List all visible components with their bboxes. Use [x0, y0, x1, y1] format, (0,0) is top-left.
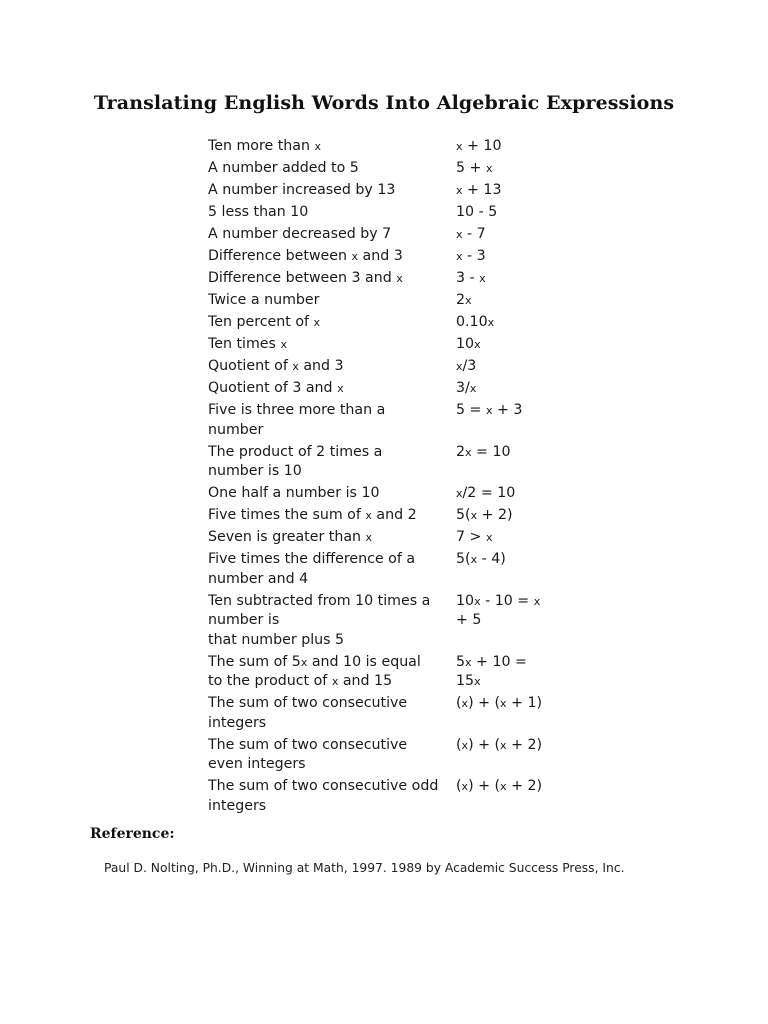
table-row: [208, 159, 568, 179]
english-phrase-line: A number added to 5: [208, 160, 359, 176]
english-phrase-line: Five times the sum of x and 2: [208, 507, 417, 523]
english-phrase: [208, 694, 456, 733]
table-row: [208, 528, 568, 548]
algebraic-expression-line: + 5: [456, 612, 482, 628]
algebraic-expression: [456, 443, 556, 482]
algebraic-expression: [456, 247, 556, 267]
english-phrase: [208, 443, 456, 482]
algebraic-expression-line: 5(x - 4): [456, 551, 506, 567]
algebraic-expression: [456, 335, 556, 355]
algebraic-expression: [456, 550, 556, 589]
expression-table: [208, 137, 568, 819]
algebraic-expression: [456, 159, 556, 179]
algebraic-expression: [456, 357, 556, 377]
english-phrase: [208, 247, 456, 267]
english-phrase: [208, 225, 456, 245]
algebraic-expression: [456, 313, 556, 333]
english-phrase-line: One half a number is 10: [208, 485, 380, 501]
english-phrase-line: The sum of 5x and 10 is equal: [208, 653, 421, 670]
algebraic-expression-line: 2x: [456, 292, 472, 308]
english-phrase-line: that number plus 5: [208, 631, 345, 648]
algebraic-expression-line: x + 13: [456, 182, 502, 198]
algebraic-expression: [456, 269, 556, 289]
algebraic-expression-line: x - 7: [456, 226, 486, 242]
algebraic-expression-line: x/2 = 10: [456, 485, 516, 501]
algebraic-expression-line: x + 10: [456, 138, 502, 154]
algebraic-expression: [456, 137, 556, 157]
english-phrase: [208, 653, 456, 692]
table-row: [208, 484, 568, 504]
table-row: [208, 777, 568, 816]
english-phrase-line: integers: [208, 797, 267, 814]
english-phrase: [208, 291, 456, 311]
english-phrase-line: Quotient of x and 3: [208, 358, 344, 374]
english-phrase-line: Ten times x: [208, 336, 287, 352]
algebraic-expression: [456, 506, 556, 526]
algebraic-expression: [456, 379, 556, 399]
algebraic-expression-line: 3/x: [456, 380, 477, 396]
algebraic-expression: [456, 181, 556, 201]
english-phrase-line: Ten subtracted from 10 times a: [208, 592, 431, 609]
algebraic-expression-line: 10 - 5: [456, 204, 498, 220]
english-phrase: [208, 335, 456, 355]
english-phrase: [208, 181, 456, 201]
english-phrase-line: The sum of two consecutive odd: [208, 778, 439, 794]
table-row: [208, 736, 568, 775]
english-phrase: [208, 592, 456, 651]
english-phrase-line: to the product of x and 15: [208, 673, 393, 689]
english-phrase: [208, 736, 456, 775]
table-row: [208, 357, 568, 377]
algebraic-expression: [456, 528, 556, 548]
english-phrase-line: A number decreased by 7: [208, 226, 392, 242]
algebraic-expression-line: x/3: [456, 358, 477, 374]
table-row: [208, 550, 568, 589]
english-phrase-line: number and 4: [208, 570, 309, 587]
table-row: [208, 269, 568, 289]
algebraic-expression: [456, 777, 556, 816]
table-row: [208, 401, 568, 440]
algebraic-expression-line: 0.10x: [456, 314, 495, 330]
english-phrase-line: Quotient of 3 and x: [208, 380, 344, 396]
english-phrase: [208, 506, 456, 526]
algebraic-expression-line: 10x - 10 = x: [456, 592, 541, 609]
english-phrase-line: Difference between 3 and x: [208, 270, 403, 286]
table-row: [208, 443, 568, 482]
english-phrase-line: The sum of two consecutive: [208, 736, 408, 753]
english-phrase-line: even integers: [208, 756, 306, 772]
english-phrase: [208, 137, 456, 157]
algebraic-expression: [456, 694, 556, 733]
english-phrase-line: A number increased by 13: [208, 182, 396, 198]
english-phrase: [208, 159, 456, 179]
algebraic-expression: [456, 736, 556, 775]
algebraic-expression-line: 5(x + 2): [456, 507, 513, 523]
table-row: [208, 181, 568, 201]
table-row: [208, 506, 568, 526]
algebraic-expression-line: 5x + 10 =: [456, 653, 527, 670]
english-phrase-line: The sum of two consecutive: [208, 695, 408, 711]
english-phrase-line: Ten more than x: [208, 138, 322, 154]
english-phrase: [208, 379, 456, 399]
english-phrase-line: Twice a number: [208, 292, 320, 308]
reference-heading: Reference:: [90, 826, 175, 842]
table-row: [208, 335, 568, 355]
english-phrase-line: number is 10: [208, 463, 302, 479]
english-phrase-line: Five times the difference of a: [208, 551, 416, 567]
english-phrase-line: number is: [208, 612, 280, 628]
reference-citation: Paul D. Nolting, Ph.D., Winning at Math, 1997. 1989 by Academic Success Press, Inc.: [104, 861, 625, 875]
english-phrase: [208, 401, 456, 440]
english-phrase: [208, 777, 456, 816]
table-row: [208, 225, 568, 245]
page-title: Translating English Words Into Algebraic Expressions: [93, 92, 675, 114]
english-phrase: [208, 203, 456, 223]
table-row: [208, 137, 568, 157]
english-phrase: [208, 528, 456, 548]
algebraic-expression: [456, 592, 556, 651]
english-phrase-line: Five is three more than a: [208, 402, 386, 418]
english-phrase: [208, 357, 456, 377]
table-row: [208, 653, 568, 692]
table-row: [208, 379, 568, 399]
english-phrase: [208, 313, 456, 333]
table-row: [208, 247, 568, 267]
table-row: [208, 291, 568, 311]
algebraic-expression-line: 5 = x + 3: [456, 402, 523, 418]
algebraic-expression-line: x - 3: [456, 248, 486, 264]
english-phrase-line: number: [208, 421, 264, 438]
english-phrase-line: 5 less than 10: [208, 204, 309, 220]
english-phrase: [208, 550, 456, 589]
table-row: [208, 203, 568, 223]
english-phrase-line: The product of 2 times a: [208, 443, 383, 460]
algebraic-expression: [456, 203, 556, 223]
algebraic-expression: [456, 225, 556, 245]
algebraic-expression-line: 10x: [456, 336, 481, 352]
algebraic-expression-line: 5 + x: [456, 160, 493, 176]
algebraic-expression-line: 7 > x: [456, 529, 493, 545]
table-row: [208, 313, 568, 333]
english-phrase-line: Seven is greater than x: [208, 529, 373, 545]
algebraic-expression-line: 3 - x: [456, 270, 486, 286]
algebraic-expression: [456, 291, 556, 311]
algebraic-expression-line: 2x = 10: [456, 443, 511, 460]
english-phrase: [208, 484, 456, 504]
english-phrase-line: Difference between x and 3: [208, 248, 403, 264]
algebraic-expression-line: 15x: [456, 673, 481, 689]
table-row: [208, 592, 568, 651]
algebraic-expression: [456, 653, 556, 692]
algebraic-expression: [456, 484, 556, 504]
algebraic-expression-line: (x) + (x + 2): [456, 736, 543, 753]
english-phrase-line: integers: [208, 714, 267, 731]
algebraic-expression-line: (x) + (x + 1): [456, 695, 543, 711]
algebraic-expression: [456, 401, 556, 440]
english-phrase-line: Ten percent of x: [208, 314, 321, 330]
english-phrase: [208, 269, 456, 289]
algebraic-expression-line: (x) + (x + 2): [456, 778, 543, 794]
table-row: [208, 694, 568, 733]
